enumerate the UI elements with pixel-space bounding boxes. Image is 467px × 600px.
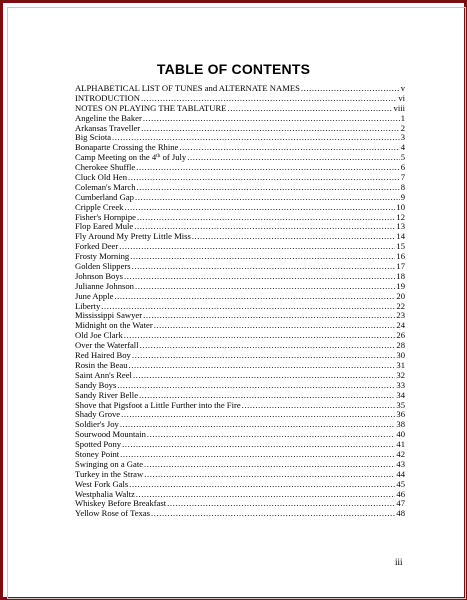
- toc-entry-title: [75, 252, 130, 262]
- toc-entry-title-text: Sandy River Belle: [75, 390, 139, 400]
- toc-entry-page: 45: [396, 479, 405, 489]
- toc-entry-title: [75, 163, 136, 173]
- toc-entry-page: 14: [396, 232, 405, 242]
- toc-entry-title-text: Camp Meeting on the 4: [75, 153, 157, 163]
- dot-leader: [140, 341, 396, 351]
- toc-entry-title-text: Julianne Johnson: [75, 281, 134, 291]
- toc-entry-page: 24: [396, 321, 405, 331]
- page-number: iii: [395, 557, 403, 567]
- toc-entry-title: [75, 104, 227, 114]
- toc-entry-page: vi: [398, 93, 405, 103]
- toc-entry-title-text: June Apple: [75, 291, 114, 301]
- toc-entry-page: 34: [396, 390, 405, 400]
- dot-leader: [129, 361, 396, 371]
- toc-entry-title-text: Cumberland Gap: [75, 192, 134, 202]
- toc-entry-page: 18: [396, 271, 405, 281]
- toc-entry-superscript: th: [156, 153, 161, 160]
- toc-entry-title: [75, 410, 121, 420]
- toc-entry-title: [75, 499, 167, 509]
- toc-entry-title-text: West Fork Gals: [75, 479, 129, 489]
- toc-entry[interactable]: [75, 470, 405, 480]
- dot-leader: [139, 391, 395, 401]
- toc-entry-title: [75, 361, 129, 371]
- toc-entry-title: [75, 262, 132, 272]
- dot-leader: [137, 213, 395, 223]
- toc-entry-page: 22: [396, 301, 405, 311]
- dot-leader: [151, 509, 395, 519]
- toc-entry-title-text: Johnson Boys: [75, 271, 123, 281]
- toc-entry-page: 2: [400, 123, 405, 133]
- page-title: TABLE OF CONTENTS: [156, 61, 311, 77]
- toc-entry[interactable]: [75, 391, 405, 401]
- toc-entry-page: 1: [400, 113, 405, 123]
- toc-entry[interactable]: [75, 499, 405, 509]
- toc-entry-title-text: Rosin the Beau: [75, 360, 128, 370]
- toc-entry-title-text: Shove that Pigsfoot a Little Further into the Fire: [75, 400, 241, 410]
- toc-entry-title: [75, 401, 242, 411]
- toc-entry-page: 6: [400, 163, 405, 173]
- toc-entry-title-text: Bonaparte Crossing the Rhine: [75, 143, 179, 153]
- toc-entry-page: 8: [400, 182, 405, 192]
- dot-leader: [242, 401, 396, 411]
- toc-entry-title: [75, 84, 301, 94]
- toc-entry[interactable]: [75, 311, 405, 321]
- toc-entry[interactable]: [75, 302, 405, 312]
- toc-entry[interactable]: [75, 183, 405, 193]
- toc-entry-page: 10: [396, 202, 405, 212]
- toc-entry[interactable]: [75, 242, 405, 252]
- toc-entry-title: [75, 381, 117, 391]
- toc-entry[interactable]: [75, 262, 405, 272]
- toc-entry-title-text: Stoney Point: [75, 449, 120, 459]
- toc-entry-page: 46: [396, 489, 405, 499]
- dot-leader: [120, 420, 396, 430]
- toc-entry-title-text: Coleman's March: [75, 182, 136, 192]
- dot-leader: [119, 242, 395, 252]
- toc-entry[interactable]: [75, 292, 405, 302]
- toc-entry-title: [75, 282, 135, 292]
- toc-entry-title: [75, 321, 154, 331]
- toc-entry-title: [75, 143, 179, 153]
- dot-leader: [112, 133, 400, 143]
- toc-entry[interactable]: [75, 222, 405, 232]
- toc-entry-title-text: Saint Ann's Reel: [75, 370, 132, 380]
- toc-entry-page: 41: [396, 440, 405, 450]
- toc-entry[interactable]: [75, 104, 405, 114]
- dot-leader: [133, 371, 395, 381]
- dot-leader: [135, 282, 395, 292]
- toc-entry-page: 23: [396, 311, 405, 321]
- toc-entry[interactable]: [75, 420, 405, 430]
- toc-entry-title: [75, 371, 133, 381]
- toc-entry[interactable]: [75, 321, 405, 331]
- toc-entry-title-text: Arkansas Traveller: [75, 123, 141, 133]
- toc-entry-page: 26: [396, 331, 405, 341]
- toc-entry[interactable]: [75, 460, 405, 470]
- toc-entry-title-text: Yellow Rose of Texas: [75, 509, 150, 519]
- dot-leader: [132, 351, 396, 361]
- toc-entry-page: 28: [396, 341, 405, 351]
- toc-entry-page: 35: [396, 400, 405, 410]
- toc-entry[interactable]: [75, 410, 405, 420]
- toc-entry-page: 33: [396, 380, 405, 390]
- toc-entry[interactable]: [75, 252, 405, 262]
- dot-leader: [121, 410, 395, 420]
- toc-entry-page: 17: [396, 262, 405, 272]
- toc-entry[interactable]: [75, 124, 405, 134]
- dot-leader: [136, 490, 396, 500]
- toc-entry[interactable]: [75, 94, 405, 104]
- dot-leader: [192, 232, 396, 242]
- toc-entry-title: [75, 302, 101, 312]
- toc-entry[interactable]: [75, 450, 405, 460]
- dot-leader: [117, 381, 395, 391]
- toc-entry-title-text: Old Joe Clark: [75, 331, 123, 341]
- toc-entry-title-text: Whiskey Before Breakfast: [75, 499, 167, 509]
- dot-leader: [167, 499, 395, 509]
- toc-entry-title: [75, 509, 151, 519]
- dot-leader: [154, 321, 396, 331]
- toc-entry[interactable]: [75, 213, 405, 223]
- dot-leader: [137, 183, 400, 193]
- toc-entry-title-text-after: of July: [160, 153, 187, 163]
- toc-entry[interactable]: [75, 351, 405, 361]
- toc-entry[interactable]: [75, 480, 405, 490]
- toc-entry-page: 9: [400, 192, 405, 202]
- toc-entry-page: 4: [400, 143, 405, 153]
- dot-leader: [144, 460, 395, 470]
- toc-entry[interactable]: [75, 381, 405, 391]
- toc-entry-title: [75, 173, 128, 183]
- toc-entry-title-text: Over the Waterfall: [75, 341, 139, 351]
- toc-entry-title-text: Cluck Old Hen: [75, 173, 128, 183]
- toc-entry-page: 32: [396, 370, 405, 380]
- toc-entry-page: 44: [396, 469, 405, 479]
- toc-entry-title-text: Sandy Boys: [75, 380, 117, 390]
- dot-leader: [227, 104, 392, 114]
- toc-entry[interactable]: [75, 490, 405, 500]
- toc-entry-title: [75, 213, 137, 223]
- toc-entry-title-text: Westphalia Waltz: [75, 489, 135, 499]
- toc-entry-page: 3: [400, 133, 405, 143]
- toc-entry-title-text: Turkey in the Straw: [75, 469, 144, 479]
- toc-entry-title-text: Flop Eared Mule: [75, 222, 134, 232]
- toc-entry-title-text: Spotted Pony: [75, 440, 122, 450]
- toc-entry-page: 48: [396, 509, 405, 519]
- toc-entry-page: 31: [396, 360, 405, 370]
- toc-entry-title-text: Frosty Morning: [75, 252, 130, 262]
- toc-entry-title: [75, 183, 137, 193]
- dot-leader: [135, 193, 400, 203]
- toc-entry-title: [75, 420, 120, 430]
- toc-entry-page: 5: [400, 153, 405, 163]
- toc-entry-title-text: Swinging on a Gate: [75, 459, 144, 469]
- dot-leader: [132, 262, 396, 272]
- toc-entry-title-text: INTRODUCTION: [75, 93, 140, 103]
- dot-leader: [141, 124, 400, 134]
- toc-entry-page: 7: [400, 173, 405, 183]
- toc-entry-title: [75, 232, 192, 242]
- toc-list: [75, 84, 405, 519]
- toc-entry-title: [75, 430, 147, 440]
- toc-entry-title: [75, 351, 132, 361]
- toc-entry-title-text: Golden Slippers: [75, 262, 131, 272]
- toc-entry-title-text: Cherokee Shuffle: [75, 163, 136, 173]
- dot-leader: [179, 143, 399, 153]
- dot-leader: [101, 302, 395, 312]
- toc-entry-title-text: Soldier's Joy: [75, 420, 119, 430]
- dot-leader: [147, 430, 396, 440]
- toc-entry-title: [75, 311, 143, 321]
- toc-entry-title: [75, 460, 144, 470]
- toc-entry-title: [75, 490, 136, 500]
- toc-entry[interactable]: [75, 509, 405, 519]
- toc-entry-page: 16: [396, 252, 405, 262]
- toc-entry-page: 38: [396, 420, 405, 430]
- dot-leader: [120, 450, 395, 460]
- toc-entry-page: 47: [396, 499, 405, 509]
- toc-entry-title-text: Midnight on the Water: [75, 321, 153, 331]
- toc-entry-page: 13: [396, 222, 405, 232]
- dot-leader: [124, 272, 395, 282]
- toc-entry[interactable]: [75, 133, 405, 143]
- toc-entry-page: 19: [396, 281, 405, 291]
- toc-entry-title: [75, 133, 112, 143]
- toc-entry-page: 42: [396, 449, 405, 459]
- toc-entry-title-text: ALPHABETICAL LIST OF TUNES and ALTERNATE NAMES: [75, 84, 300, 93]
- toc-entry-title: [75, 222, 134, 232]
- toc-entry-page: 40: [396, 430, 405, 440]
- dot-leader: [187, 153, 399, 163]
- toc-entry[interactable]: [75, 232, 405, 242]
- toc-entry[interactable]: [75, 430, 405, 440]
- toc-entry[interactable]: [75, 173, 405, 183]
- toc-entry[interactable]: [75, 272, 405, 282]
- dot-leader: [301, 84, 400, 94]
- toc-entry[interactable]: [75, 341, 405, 351]
- toc-entry[interactable]: [75, 163, 405, 173]
- toc-entry-title-text: Angeline the Baker: [75, 113, 142, 123]
- dot-leader: [128, 173, 400, 183]
- dot-leader: [124, 331, 396, 341]
- toc-entry-title-text: Shady Grove: [75, 410, 121, 420]
- toc-entry-title: [75, 331, 124, 341]
- toc-entry-title-text: Fisher's Hornpipe: [75, 212, 136, 222]
- toc-entry[interactable]: [75, 361, 405, 371]
- toc-entry[interactable]: [75, 401, 405, 411]
- toc-entry-title: [75, 480, 129, 490]
- toc-entry-title: [75, 470, 144, 480]
- toc-entry-title-text: Cripple Creek: [75, 202, 124, 212]
- toc-entry[interactable]: [75, 203, 405, 213]
- toc-entry-title: [75, 450, 120, 460]
- dot-leader: [143, 311, 395, 321]
- toc-entry[interactable]: [75, 153, 405, 163]
- toc-entry-title: [75, 272, 124, 282]
- toc-entry-title: [75, 193, 135, 203]
- toc-entry-title: [75, 114, 143, 124]
- toc-entry[interactable]: [75, 440, 405, 450]
- toc-entry-title: [75, 341, 140, 351]
- dot-leader: [144, 470, 395, 480]
- toc-entry-title-text: Red Haired Boy: [75, 351, 131, 361]
- toc-entry-title-text: Liberty: [75, 301, 101, 311]
- toc-entry-page: 12: [396, 212, 405, 222]
- toc-entry-page: 36: [396, 410, 405, 420]
- toc-entry-title: [75, 391, 139, 401]
- toc-entry-page: 30: [396, 351, 405, 361]
- toc-entry-title: [75, 242, 119, 252]
- dot-leader: [129, 480, 395, 490]
- toc-entry-page: 43: [396, 459, 405, 469]
- toc-entry-title-text: Fly Around My Pretty Little Miss: [75, 232, 191, 242]
- dot-leader: [114, 292, 395, 302]
- toc-entry-title-text: Forked Deer: [75, 242, 119, 252]
- toc-entry-title: [75, 292, 114, 302]
- toc-entry-title-text: Big Sciota: [75, 133, 112, 143]
- toc-entry-page: 15: [396, 242, 405, 252]
- dot-leader: [130, 252, 395, 262]
- dot-leader: [124, 203, 395, 213]
- toc-entry-title-text: Sourwood Mountain: [75, 430, 146, 440]
- toc-entry-title-text: Mississippi Sawyer: [75, 311, 143, 321]
- toc-entry[interactable]: [75, 282, 405, 292]
- dot-leader: [122, 440, 395, 450]
- dot-leader: [143, 114, 400, 124]
- dot-leader: [141, 94, 397, 104]
- toc-entry-title: [75, 203, 124, 213]
- dot-leader: [134, 222, 395, 232]
- toc-entry-title: [75, 153, 187, 163]
- dot-leader: [136, 163, 399, 173]
- toc-entry[interactable]: [75, 84, 405, 94]
- toc-entry[interactable]: [75, 193, 405, 203]
- toc-entry-page: v: [400, 84, 405, 93]
- toc-entry-page: 20: [396, 291, 405, 301]
- toc-entry[interactable]: [75, 114, 405, 124]
- toc-entry-page: viii: [393, 103, 405, 113]
- toc-entry-title: [75, 94, 141, 104]
- toc-entry[interactable]: [75, 143, 405, 153]
- toc-entry-title-text: NOTES ON PLAYING THE TABLATURE: [75, 103, 227, 113]
- toc-entry[interactable]: [75, 371, 405, 381]
- toc-entry-title: [75, 440, 122, 450]
- toc-entry[interactable]: [75, 331, 405, 341]
- toc-entry-title: [75, 124, 141, 134]
